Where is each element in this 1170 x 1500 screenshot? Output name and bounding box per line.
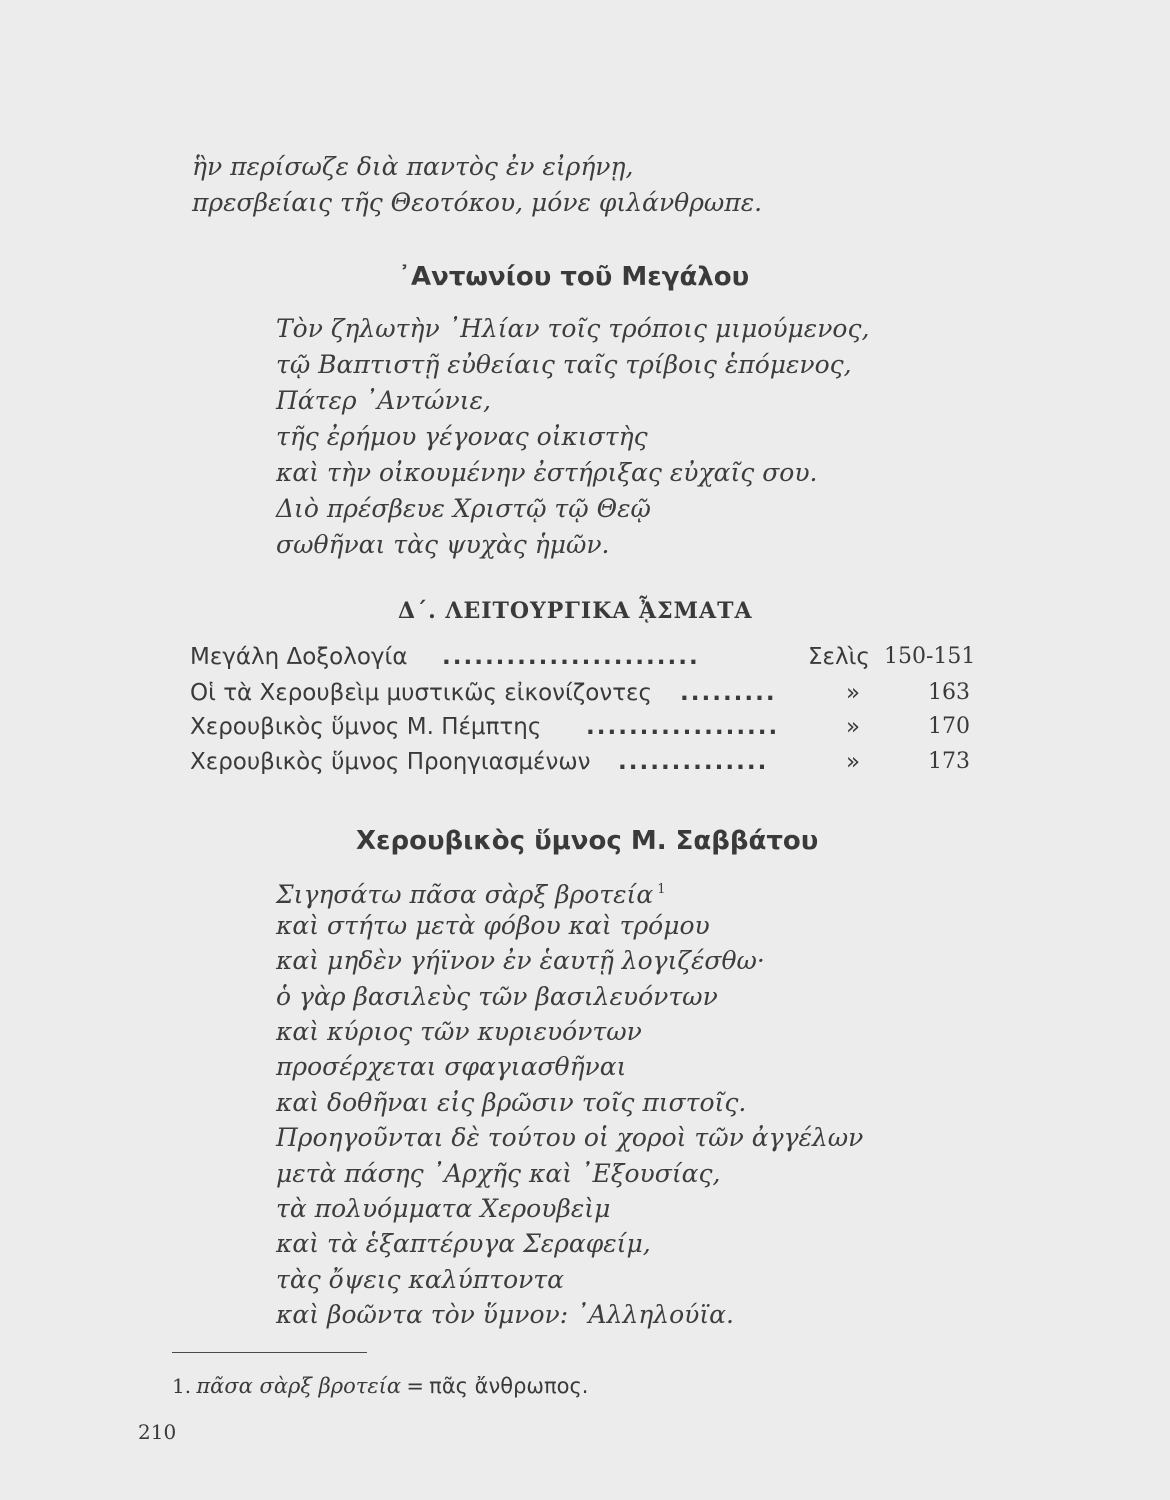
- antonios-line-7: σωθῆναι τὰς ψυχὰς ἡμῶν.: [276, 530, 610, 559]
- antonios-line-3: Πάτερ ᾿Αντώνιε,: [276, 386, 491, 415]
- toc-entry-label: »: [846, 680, 861, 706]
- toc-entry-label: Σελὶς: [808, 644, 870, 670]
- toc-entry: [190, 680, 990, 714]
- hymn-line-5: καὶ κύριος τῶν κυριευόντων: [276, 1017, 642, 1046]
- toc-entry-label: »: [846, 714, 861, 740]
- antonios-line-2: τῷ Βαπτιστῇ εὐθείαις ταῖς τρίβοις ἑπόμενος,: [276, 350, 852, 379]
- hymn-line-8: Προηγοῦνται δὲ τούτου οἱ χοροὶ τῶν ἀγγέλων: [276, 1123, 864, 1152]
- antonios-line-4: τῆς ἐρήμου γέγονας οἰκιστὴς: [276, 422, 648, 451]
- toc-entry-dots: .........: [680, 680, 777, 706]
- footnote-equals: =: [406, 1374, 424, 1398]
- toc-entry-title: Μεγάλη Δοξολογία: [190, 644, 408, 670]
- antonios-heading: ᾿Αντωνίου τοῦ Μεγάλου: [398, 262, 750, 292]
- hymn-line-13: καὶ βοῶντα τὸν ὕμνον: ᾿Αλληλούϊα.: [276, 1300, 735, 1329]
- hymn-line-9: μετὰ πάσης ᾿Αρχῆς καὶ ᾿Εξουσίας,: [276, 1159, 721, 1188]
- toc-entry-page: 150-151: [884, 644, 976, 669]
- antonios-line-6: Διὸ πρέσβευε Χριστῷ τῷ Θεῷ: [276, 494, 651, 523]
- footnote-number: 1.: [172, 1374, 192, 1398]
- opening-line-1: ἣν περίσωζε διὰ παντὸς ἐν εἰρήνῃ,: [192, 152, 634, 181]
- toc-entry: [190, 644, 990, 678]
- toc-entry-page: 163: [928, 680, 970, 705]
- footnote-marker: 1: [657, 882, 666, 897]
- hymn-line-11: καὶ τὰ ἑξαπτέρυγα Σεραφείμ,: [276, 1229, 651, 1258]
- footnote-term: πᾶσα σὰρξ βροτεία: [196, 1374, 402, 1398]
- hymn-line-6: προσέρχεται σφαγιασθῆναι: [276, 1052, 627, 1081]
- opening-line-2: πρεσβείαις τῆς Θεοτόκου, μόνε φιλάνθρωπε.: [192, 188, 763, 217]
- hymn-line-3: καὶ μηδὲν γήϊνον ἐν ἑαυτῇ λογιζέσθω·: [276, 946, 765, 975]
- toc-entry: [190, 749, 990, 783]
- toc-entry-dots: ..................: [586, 714, 780, 740]
- footnote-meaning: πᾶς ἄνθρωπος.: [429, 1374, 589, 1398]
- toc-entry-dots: ..............: [618, 749, 769, 775]
- footnote: [172, 1374, 589, 1399]
- toc-entry-title: Χερουβικὸς ὕμνος Προηγιασμένων: [190, 749, 591, 775]
- footnote-rule: [172, 1352, 367, 1353]
- page-number: 210: [138, 1420, 177, 1444]
- hymn-line-10: τὰ πολυόμματα Χερουβεὶμ: [276, 1194, 611, 1223]
- antonios-line-5: καὶ τὴν οἰκουμένην ἐστήριξας εὐχαῖς σου.: [276, 458, 818, 487]
- toc-entry: [190, 714, 990, 748]
- toc-entry-page: 173: [928, 749, 970, 774]
- hymn-line-4: ὁ γὰρ βασιλεὺς τῶν βασιλευόντων: [276, 982, 718, 1011]
- toc-entry-page: 170: [928, 714, 970, 739]
- hymn-line-1: [276, 873, 666, 912]
- saturday-hymn-heading: Χερουβικὸς ὕμνος Μ. Σαββάτου: [356, 826, 819, 856]
- antonios-line-1: Τὸν ζηλωτὴν ᾿Ηλίαν τοῖς τρόποις μιμούμενος,: [276, 314, 870, 343]
- toc-entry-dots: ........................: [442, 644, 700, 670]
- toc-entry-title: Χερουβικὸς ὕμνος Μ. Πέμπτης: [190, 714, 542, 740]
- hymn-line-2: καὶ στήτω μετὰ φόβου καὶ τρόμου: [276, 911, 710, 940]
- section-d-heading: Δ΄. ΛΕΙΤΟΥΡΓΙΚΑ ᾎΣΜΑΤΑ: [398, 598, 753, 624]
- toc-entry-label: »: [846, 749, 861, 775]
- hymn-line-7: καὶ δοθῆναι εἰς βρῶσιν τοῖς πιστοῖς.: [276, 1088, 747, 1117]
- hymn-line-12: τὰς ὄψεις καλύπτοντα: [276, 1265, 565, 1294]
- toc-entry-title: Οἱ τὰ Χερουβεὶμ μυστικῶς εἰκονίζοντες: [190, 680, 652, 706]
- hymn-line-1-text: Σιγησάτω πᾶσα σὰρξ βροτεία: [276, 880, 654, 909]
